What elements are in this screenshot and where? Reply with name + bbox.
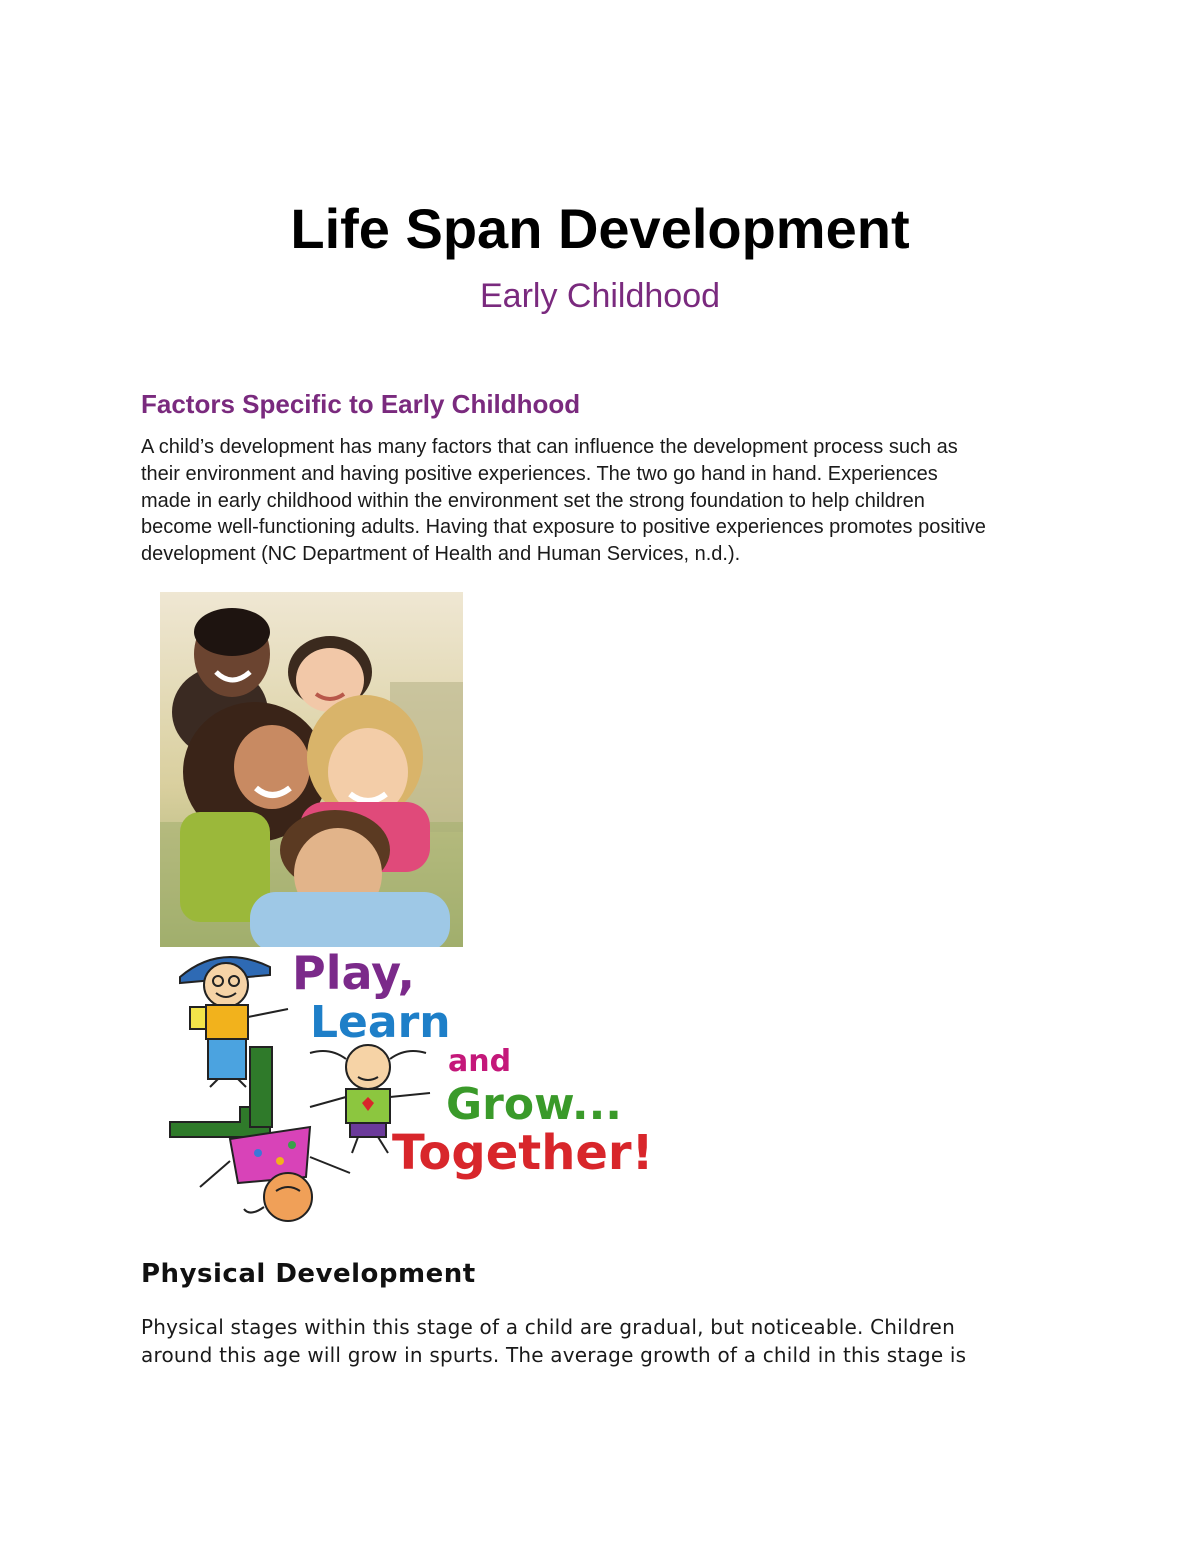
page-title: Life Span Development [290,197,910,260]
section-heading-factors: Factors Specific to Early Childhood [141,389,581,419]
play-learn-grow-clipart [160,947,725,1227]
cartwheel-kid-icon [170,1047,350,1221]
clip-word-together: Together! [392,1125,654,1181]
section-heading-physical: Physical Development [141,1259,476,1289]
paragraph-line: development (NC Department of Health and Human Services, n.d.). [141,543,741,566]
paragraph-line: around this age will grow in spurts. The average growth of a child in this stage is [141,1342,967,1367]
clip-word-learn: Learn [310,997,451,1048]
section-paragraph-factors [141,434,1066,568]
children-photo [160,592,463,947]
section-paragraph-physical [141,1314,1066,1369]
paragraph-line: their environment and having positive experiences. The two go hand in hand. Experiences [141,462,938,485]
clip-word-play: Play, [292,947,415,1000]
paragraph-line: made in early childhood within the environment set the strong foundation to help children [141,489,925,512]
clip-word-and: and [448,1044,512,1079]
paragraph-line: become well-functioning adults. Having that exposure to positive experiences promotes positive [141,516,986,539]
page-subtitle: Early Childhood [479,277,721,315]
paragraph-line: A child’s development has many factors that can influence the development process such as [141,436,958,458]
paragraph-line: Physical stages within this stage of a child are gradual, but noticeable. Children [141,1315,955,1339]
clip-word-grow: Grow... [446,1079,623,1130]
